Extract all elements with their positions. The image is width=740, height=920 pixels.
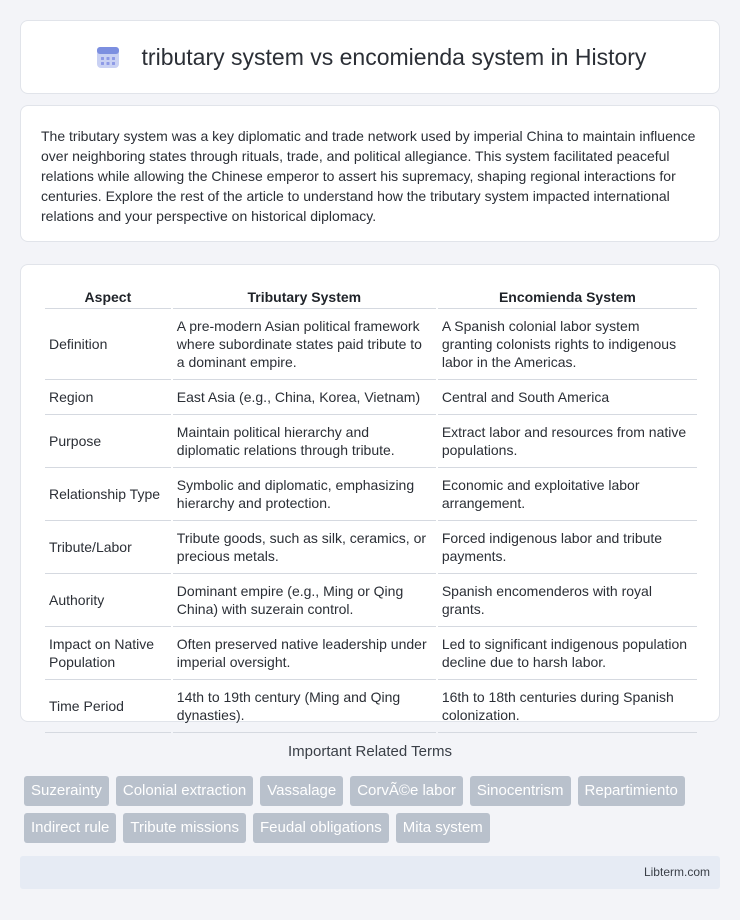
column-header-encomienda: Encomienda System: [438, 283, 697, 309]
tributary-cell: Often preserved native leadership under imperial oversight.: [173, 627, 436, 680]
encomienda-cell: Extract labor and resources from native populations.: [438, 415, 697, 468]
encomienda-cell: A Spanish colonial labor system granting colonists rights to indigenous labor in the Americas.: [438, 309, 697, 380]
table-row: [45, 309, 697, 380]
table-row: [45, 680, 697, 733]
aspect-cell: Relationship Type: [45, 468, 171, 521]
encomienda-cell: Led to significant indigenous population decline due to harsh labor.: [438, 627, 697, 680]
tributary-cell: East Asia (e.g., China, Korea, Vietnam): [173, 380, 436, 415]
table-header-row: [45, 283, 697, 309]
term-tag[interactable]: CorvÃ©e labor: [350, 776, 463, 806]
encomienda-cell: Economic and exploitative labor arrangement.: [438, 468, 697, 521]
column-header-aspect: Aspect: [45, 283, 171, 309]
page-title: tributary system vs encomienda system in History: [141, 43, 647, 70]
intro-paragraph: The tributary system was a key diplomatic and trade network used by imperial China to maintain influence over neighboring states through rituals, trade, and political allegiance. This system facilitated peaceful relations while allowing the Chinese emperor to assert his supremacy, shaping regional interactions for centuries. Explore the rest of the article to understand how the tributary system impacted international relations and your perspective on historical diplomacy.: [41, 128, 696, 224]
aspect-cell: Tribute/Labor: [45, 521, 171, 574]
aspect-cell: Impact on Native Population: [45, 627, 171, 680]
aspect-cell: Region: [45, 380, 171, 415]
term-tag[interactable]: Tribute missions: [123, 813, 246, 843]
header-card: [20, 20, 720, 94]
aspect-cell: Time Period: [45, 680, 171, 733]
encomienda-cell: Spanish encomenderos with royal grants.: [438, 574, 697, 627]
term-tag[interactable]: Colonial extraction: [116, 776, 253, 806]
table-row: [45, 415, 697, 468]
encomienda-cell: Central and South America: [438, 380, 697, 415]
aspect-cell: Definition: [45, 309, 171, 380]
table-row: [45, 627, 697, 680]
table-row: [45, 468, 697, 521]
term-tag[interactable]: Vassalage: [260, 776, 343, 806]
tributary-cell: Maintain political hierarchy and diplomatic relations through tribute.: [173, 415, 436, 468]
encomienda-cell: 16th to 18th centuries during Spanish colonization.: [438, 680, 697, 733]
tributary-cell: Dominant empire (e.g., Ming or Qing China) with suzerain control.: [173, 574, 436, 627]
term-tag[interactable]: Feudal obligations: [253, 813, 389, 843]
aspect-cell: Authority: [45, 574, 171, 627]
table-row: [45, 521, 697, 574]
tributary-cell: Tribute goods, such as silk, ceramics, or precious metals.: [173, 521, 436, 574]
term-tag[interactable]: Suzerainty: [24, 776, 109, 806]
intro-card: [20, 105, 720, 242]
tributary-cell: Symbolic and diplomatic, emphasizing hierarchy and protection.: [173, 468, 436, 521]
tributary-cell: 14th to 19th century (Ming and Qing dynasties).: [173, 680, 436, 733]
tributary-cell: A pre-modern Asian political framework where subordinate states paid tribute to a dominant empire.: [173, 309, 436, 380]
related-terms-title: Important Related Terms: [288, 743, 452, 760]
encomienda-cell: Forced indigenous labor and tribute payments.: [438, 521, 697, 574]
column-header-tributary: Tributary System: [173, 283, 436, 309]
table-row: [45, 380, 697, 415]
related-terms-list: [24, 776, 724, 850]
term-tag[interactable]: Indirect rule: [24, 813, 116, 843]
term-tag[interactable]: Repartimiento: [578, 776, 685, 806]
term-tag[interactable]: Mita system: [396, 813, 490, 843]
comparison-table: [43, 283, 699, 733]
footer-site-link[interactable]: Libterm.com: [643, 865, 710, 879]
table-row: [45, 574, 697, 627]
term-tag[interactable]: Sinocentrism: [470, 776, 571, 806]
calendar-icon: [94, 43, 122, 71]
footer: [20, 856, 720, 889]
comparison-table-card: [20, 264, 720, 722]
aspect-cell: Purpose: [45, 415, 171, 468]
